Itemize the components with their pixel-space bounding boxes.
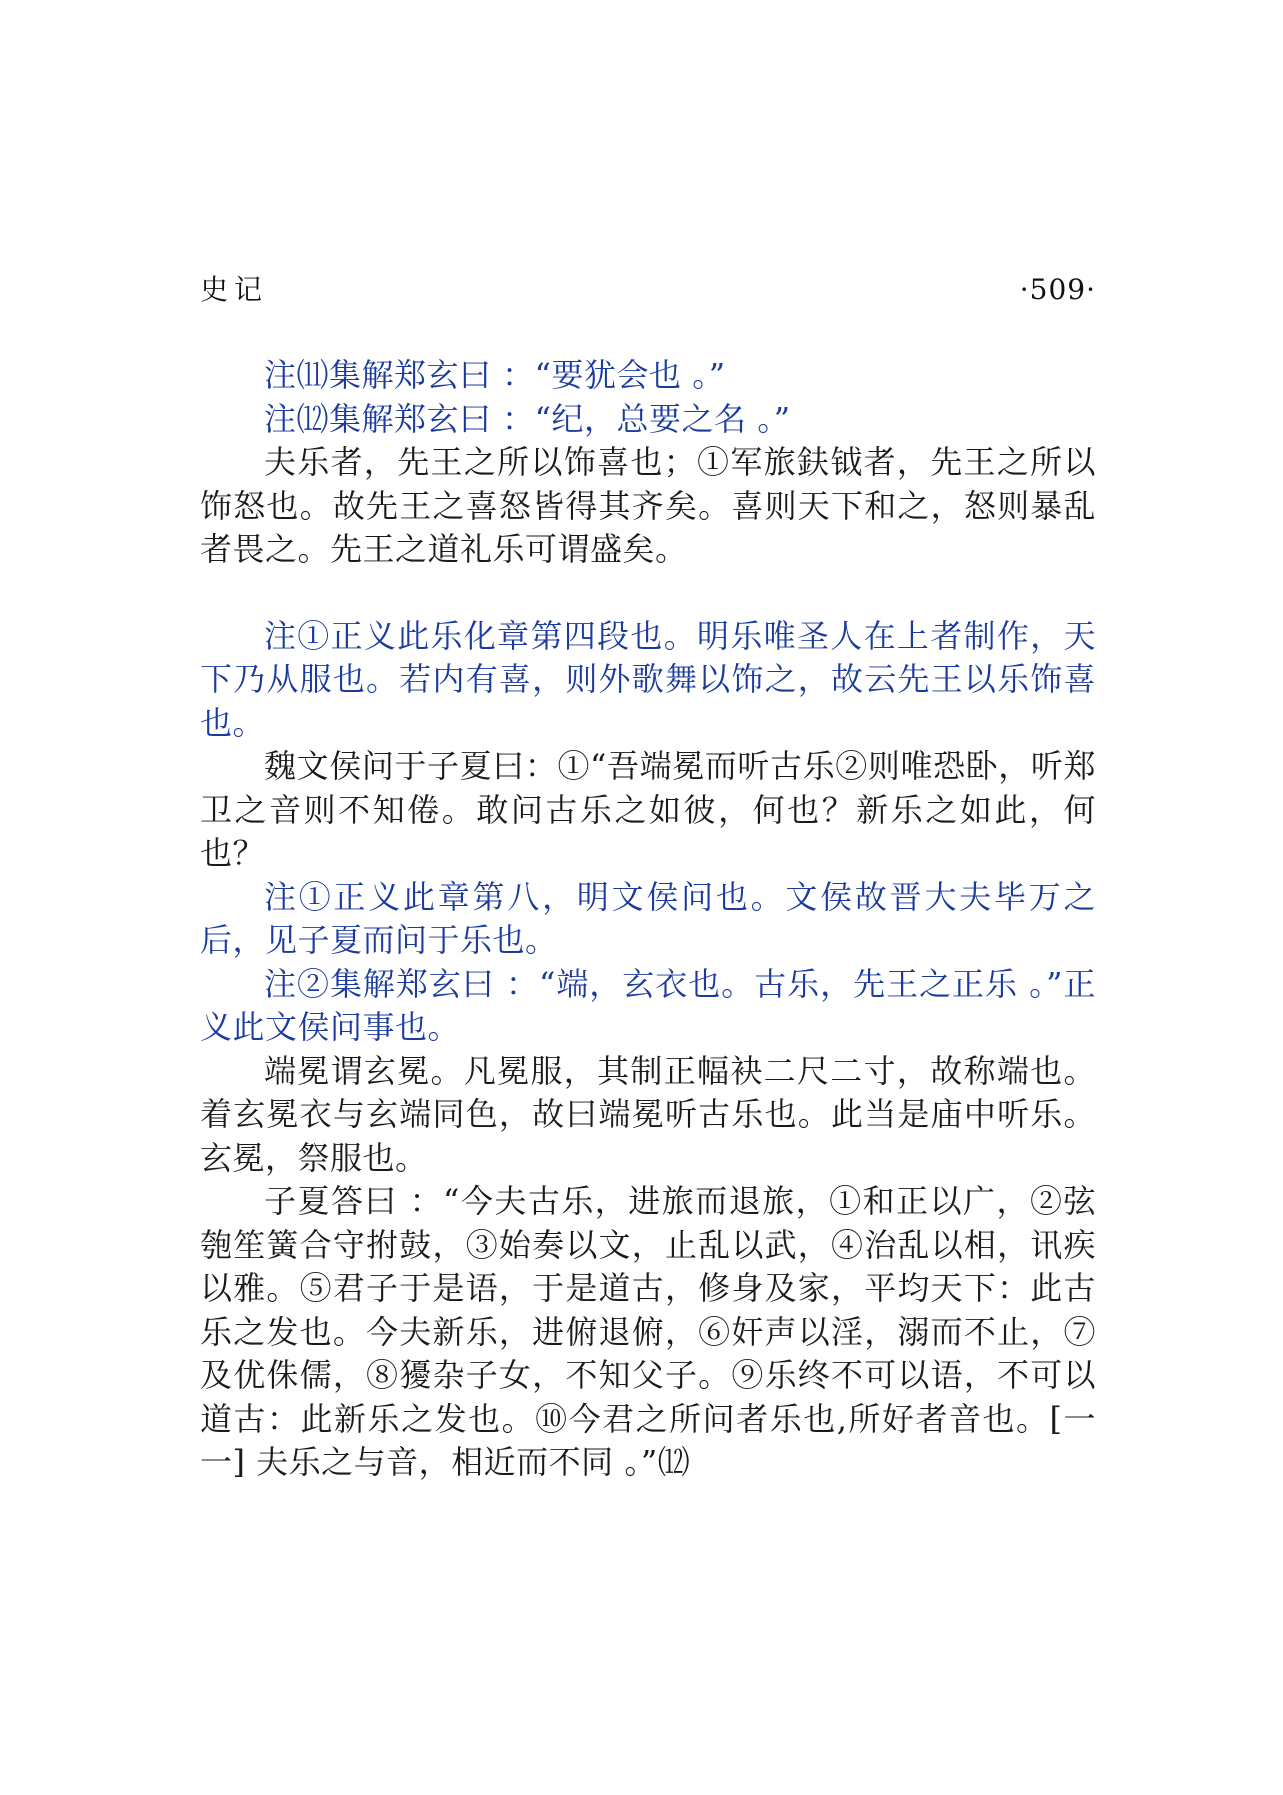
annotation-paragraph: 注②集解郑玄曰 ：“端，玄衣也。古乐，先王之正乐 。”正义此文侯问事也。 xyxy=(200,964,1096,1046)
body-paragraph: 子夏答曰 ：“今夫古乐，进旅而退旅，①和正以广，②弦匏笙簧合守拊鼓，③始奏以文，止乱以武，④治乱以相，讯疾以雅。⑤君子于是语，于是道古，修身及家，平均天下：此古乐之发也。今夫新乐，进俯退俯，⑥奸声以淫，溺而不止，⑦及优侏儒，⑧獶杂子女，不知父子。⑨乐终不可以语，不可以道古：此新乐之发也。⑩今君之所问者乐也,所好者音也。[一一] 夫乐之与音，相近而不同 。”⑿ xyxy=(200,1182,1096,1481)
annotation-paragraph: 注⑿集解郑玄曰 ：“纪，总要之名 。” xyxy=(264,399,791,438)
annotation-paragraph: 注①正义此章第八，明文侯问也。文侯故晋大夫毕万之后，见子夏而问于乐也。 xyxy=(200,877,1096,959)
page-number: ·509· xyxy=(1019,273,1096,306)
book-title: 史记 xyxy=(200,273,269,306)
paragraph-spacer xyxy=(200,572,1096,615)
annotation-paragraph: 注⑾集解郑玄曰 ：“要犹会也 。” xyxy=(264,356,726,394)
page-header xyxy=(200,268,1096,312)
page-body xyxy=(200,354,1096,1485)
body-paragraph: 端冕谓玄冕。凡冕服，其制正幅袂二尺二寸，故称端也。着玄冕衣与玄端同色，故曰端冕听古乐也。此当是庙中听乐。玄冕，祭服也。 xyxy=(200,1051,1096,1177)
body-paragraph: 魏文侯问于子夏曰：①“吾端冕而听古乐②则唯恐卧，听郑卫之音则不知倦。敢问古乐之如彼，何也？新乐之如此，何也？ xyxy=(200,747,1096,872)
body-paragraph: 夫乐者，先王之所以饰喜也；①军旅鈇钺者，先王之所以饰怒也。故先王之喜怒皆得其齐矣。喜则天下和之，怒则暴乱者畏之。先王之道礼乐可谓盛矣。 xyxy=(200,443,1096,568)
annotation-paragraph: 注①正义此乐化章第四段也。明乐唯圣人在上者制作，天下乃从服也。若内有喜，则外歌舞以饰之，故云先王以乐饰喜也。 xyxy=(200,616,1096,742)
